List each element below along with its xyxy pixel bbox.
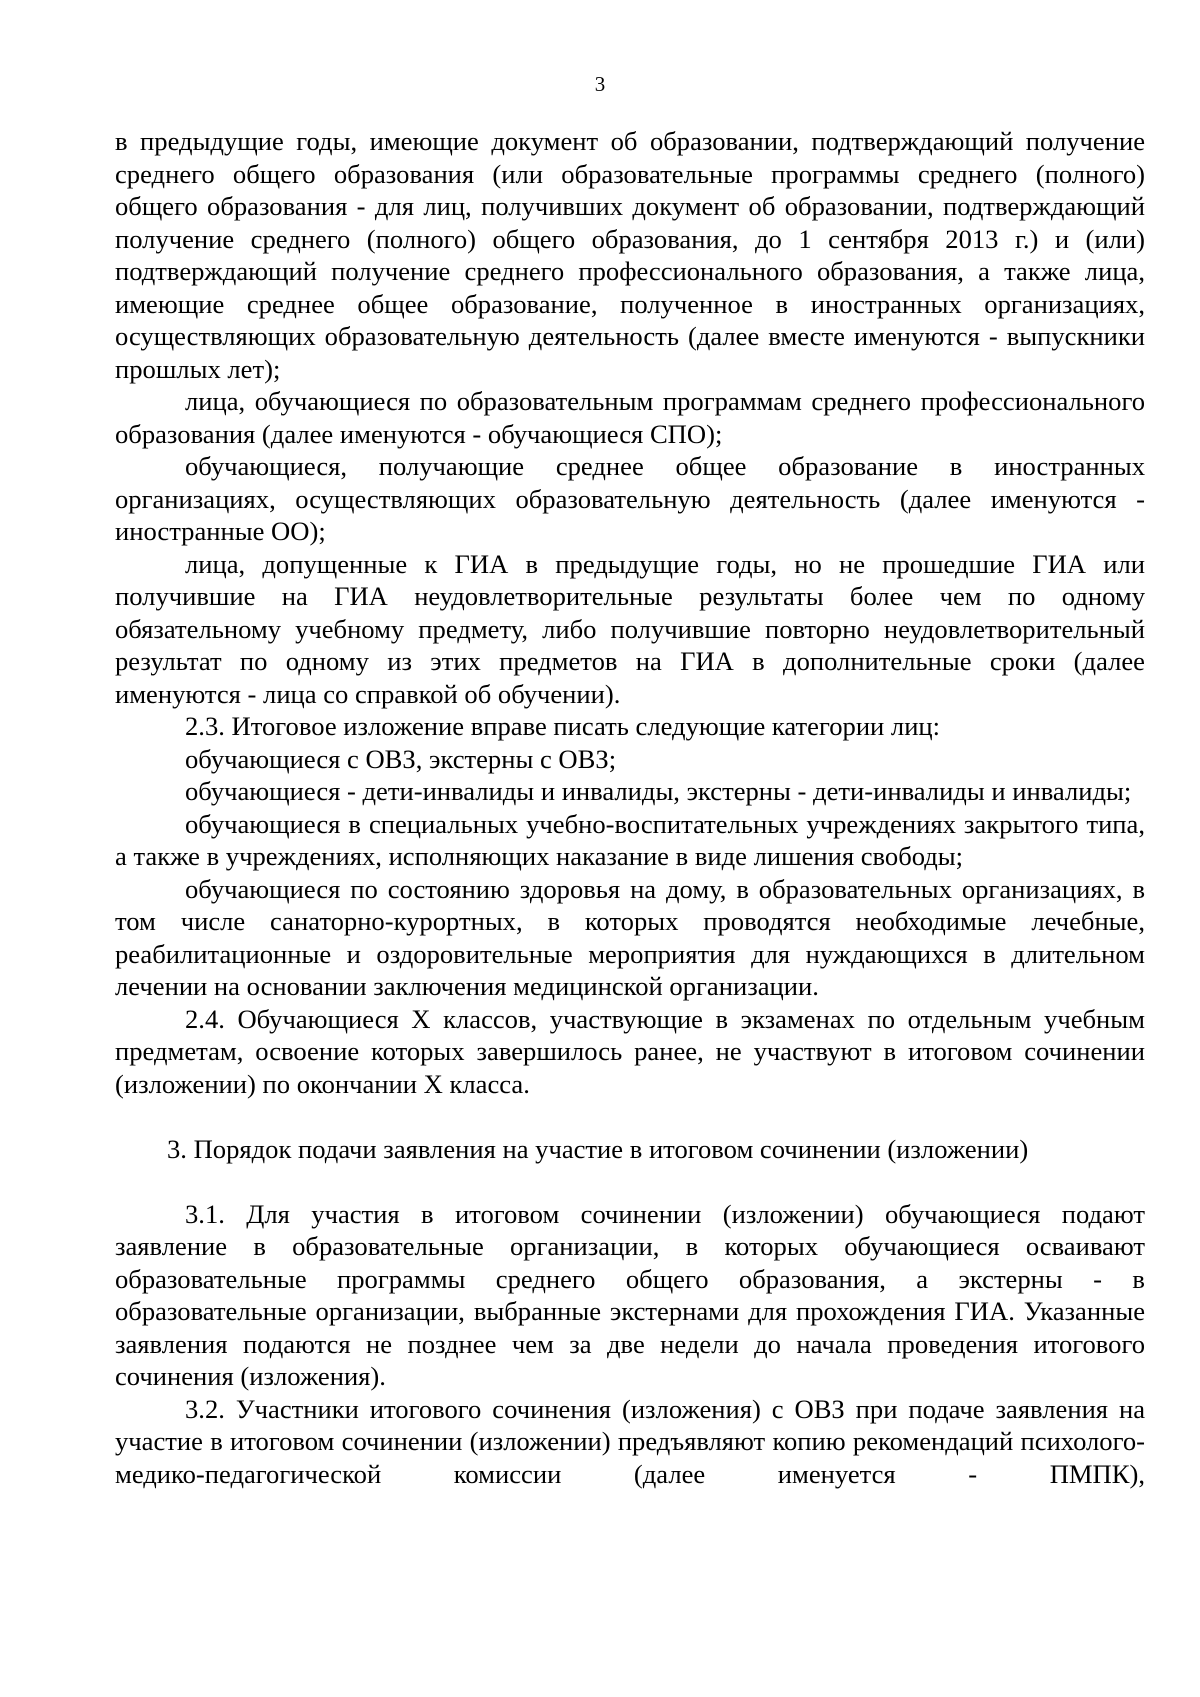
page-number: 3 — [594, 72, 606, 96]
paragraph-continuation: в предыдущие годы, имеющие документ об образовании, подтверждающий получение среднего общего образования (или образовательные программы среднего (полного) общего образования - для лиц, получивших документ об образовании, подтверждающий получение среднего (полного) общего образования, до 1 сентября 2013 г.) и (или) подтверждающий получение среднего профессионального образования, а также лица, имеющие среднее общее образование, полученное в иностранных организациях, осуществляющих образовательную деятельность (далее вместе именуются - выпускники прошлых лет); — [115, 126, 1145, 384]
spacer — [115, 1165, 1145, 1198]
paragraph-disabled: обучающиеся - дети-инвалиды и инвалиды, экстерны - дети-инвалиды и инвалиды; — [185, 776, 1132, 806]
paragraph-2-3: 2.3. Итоговое изложение вправе писать следующие категории лиц: — [185, 711, 941, 741]
paragraph-3-2: 3.2. Участники итогового сочинения (изложения) с ОВЗ при подаче заявления на участие в итоговом сочинении (изложении) предъявляют копию рекомендаций психолого-медико-педагогической комиссии (далее именуется - ПМПК), — [115, 1393, 1145, 1489]
paragraph-foreign-students: обучающиеся, получающие среднее общее образование в иностранных организациях, осуществляющих образовательную деятельность (далее именуются - иностранные ОО); — [115, 451, 1145, 546]
spacer — [115, 1100, 1145, 1133]
paragraph-spo-students: лица, обучающиеся по образовательным программам среднего профессионального образования (далее именуются - обучающиеся СПО); — [115, 386, 1145, 449]
paragraph-certificate-holders: лица, допущенные к ГИА в предыдущие годы, но не прошедшие ГИА или получившие на ГИА неудовлетворительные результаты более чем по одному обязательному учебному предмету, либо получившие повторно неудовлетворительный результат по одному из этих предметов на ГИА в дополнительные сроки (далее именуются - лица со справкой об обучении). — [115, 548, 1145, 709]
paragraph-closed-institutions: обучающиеся в специальных учебно-воспитательных учреждениях закрытого типа, а также в учреждениях, исполняющих наказание в виде лишения свободы; — [115, 808, 1145, 871]
section-heading: 3. Порядок подачи заявления на участие в итоговом сочинении (изложении) — [167, 1133, 1029, 1164]
paragraph-ovz: обучающиеся с ОВЗ, экстерны с ОВЗ; — [185, 743, 617, 774]
paragraph-3-1: 3.1. Для участия в итоговом сочинении (изложении) обучающиеся подают заявление в образовательные организации, в которых обучающиеся осваивают образовательные программы среднего общего образования, а экстерны - в образовательные организации, выбранные экстернами для прохождения ГИА. Указанные заявления подаются не позднее чем за две недели до начала проведения итогового сочинения (изложения). — [115, 1198, 1145, 1391]
document-body — [115, 125, 1145, 1490]
paragraph-home-education: обучающиеся по состоянию здоровья на дому, в образовательных организациях, в том числе санаторно-курортных, в которых проводятся необходимые лечебные, реабилитационные и оздоровительные мероприятия для нуждающихся в длительном лечении на основании заключения медицинской организации. — [115, 873, 1145, 1001]
paragraph-2-4: 2.4. Обучающиеся X классов, участвующие в экзаменах по отдельным учебным предметам, освоение которых завершилось ранее, не участвуют в итоговом сочинении (изложении) по окончании X класса. — [115, 1003, 1145, 1099]
